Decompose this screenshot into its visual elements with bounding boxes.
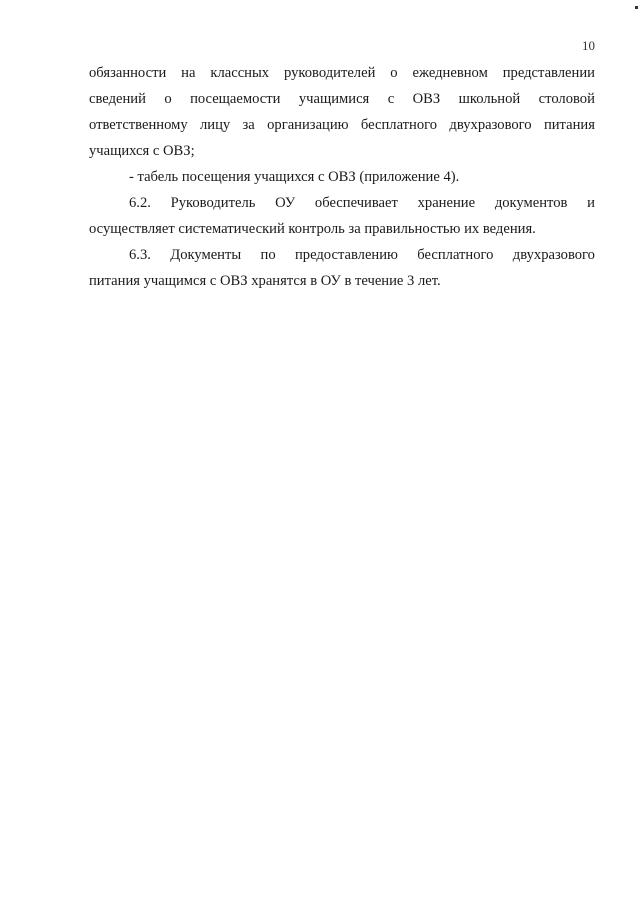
word: питания — [543, 117, 595, 133]
word: документов — [494, 195, 568, 211]
text-line — [89, 60, 595, 86]
word: посещаемости — [190, 91, 281, 107]
word: 6.3. — [129, 247, 151, 263]
text-line — [89, 112, 595, 138]
word: ОВЗ — [412, 91, 441, 107]
word: классных — [210, 65, 270, 81]
word: предоставлению — [294, 247, 398, 263]
word: двухразового — [449, 117, 532, 133]
word: организацию — [267, 117, 349, 133]
word: и — [587, 195, 595, 211]
word: ежедневном — [412, 65, 488, 81]
word: о — [390, 65, 398, 81]
word: лицу — [199, 117, 231, 133]
text-line: учащихся с ОВЗ; — [89, 143, 195, 159]
word: бесплатного — [417, 247, 494, 263]
word: двухразового — [512, 247, 595, 263]
word: ОУ — [275, 195, 296, 211]
word: обеспечивает — [314, 195, 398, 211]
scan-mark — [635, 6, 638, 9]
text-line: осуществляет систематический контроль за правильностью их ведения. — [89, 221, 536, 237]
word: с — [387, 91, 395, 107]
page-number: 10 — [582, 38, 595, 53]
word: ответственному — [89, 117, 188, 133]
word: бесплатного — [360, 117, 438, 133]
word: 6.2. — [129, 195, 151, 211]
text-line — [89, 242, 595, 268]
word: обязанности — [89, 65, 167, 81]
document-body — [89, 60, 595, 294]
word: хранение — [417, 195, 476, 211]
word: о — [164, 91, 172, 107]
word: школьной — [458, 91, 521, 107]
text-line: - табель посещения учащихся с ОВЗ (приложение 4). — [129, 169, 460, 185]
word: Документы — [170, 247, 242, 263]
word: сведений — [89, 91, 146, 107]
word: представлении — [502, 65, 595, 81]
text-line — [89, 86, 595, 112]
text-line: питания учащимся с ОВЗ хранятся в ОУ в течение 3 лет. — [89, 273, 441, 289]
word: за — [242, 117, 255, 133]
word: руководителей — [284, 65, 376, 81]
text-line — [89, 190, 595, 216]
word: Руководитель — [170, 195, 256, 211]
word: на — [181, 65, 196, 81]
word: столовой — [538, 91, 595, 107]
word: учащимися — [298, 91, 370, 107]
word: по — [260, 247, 276, 263]
